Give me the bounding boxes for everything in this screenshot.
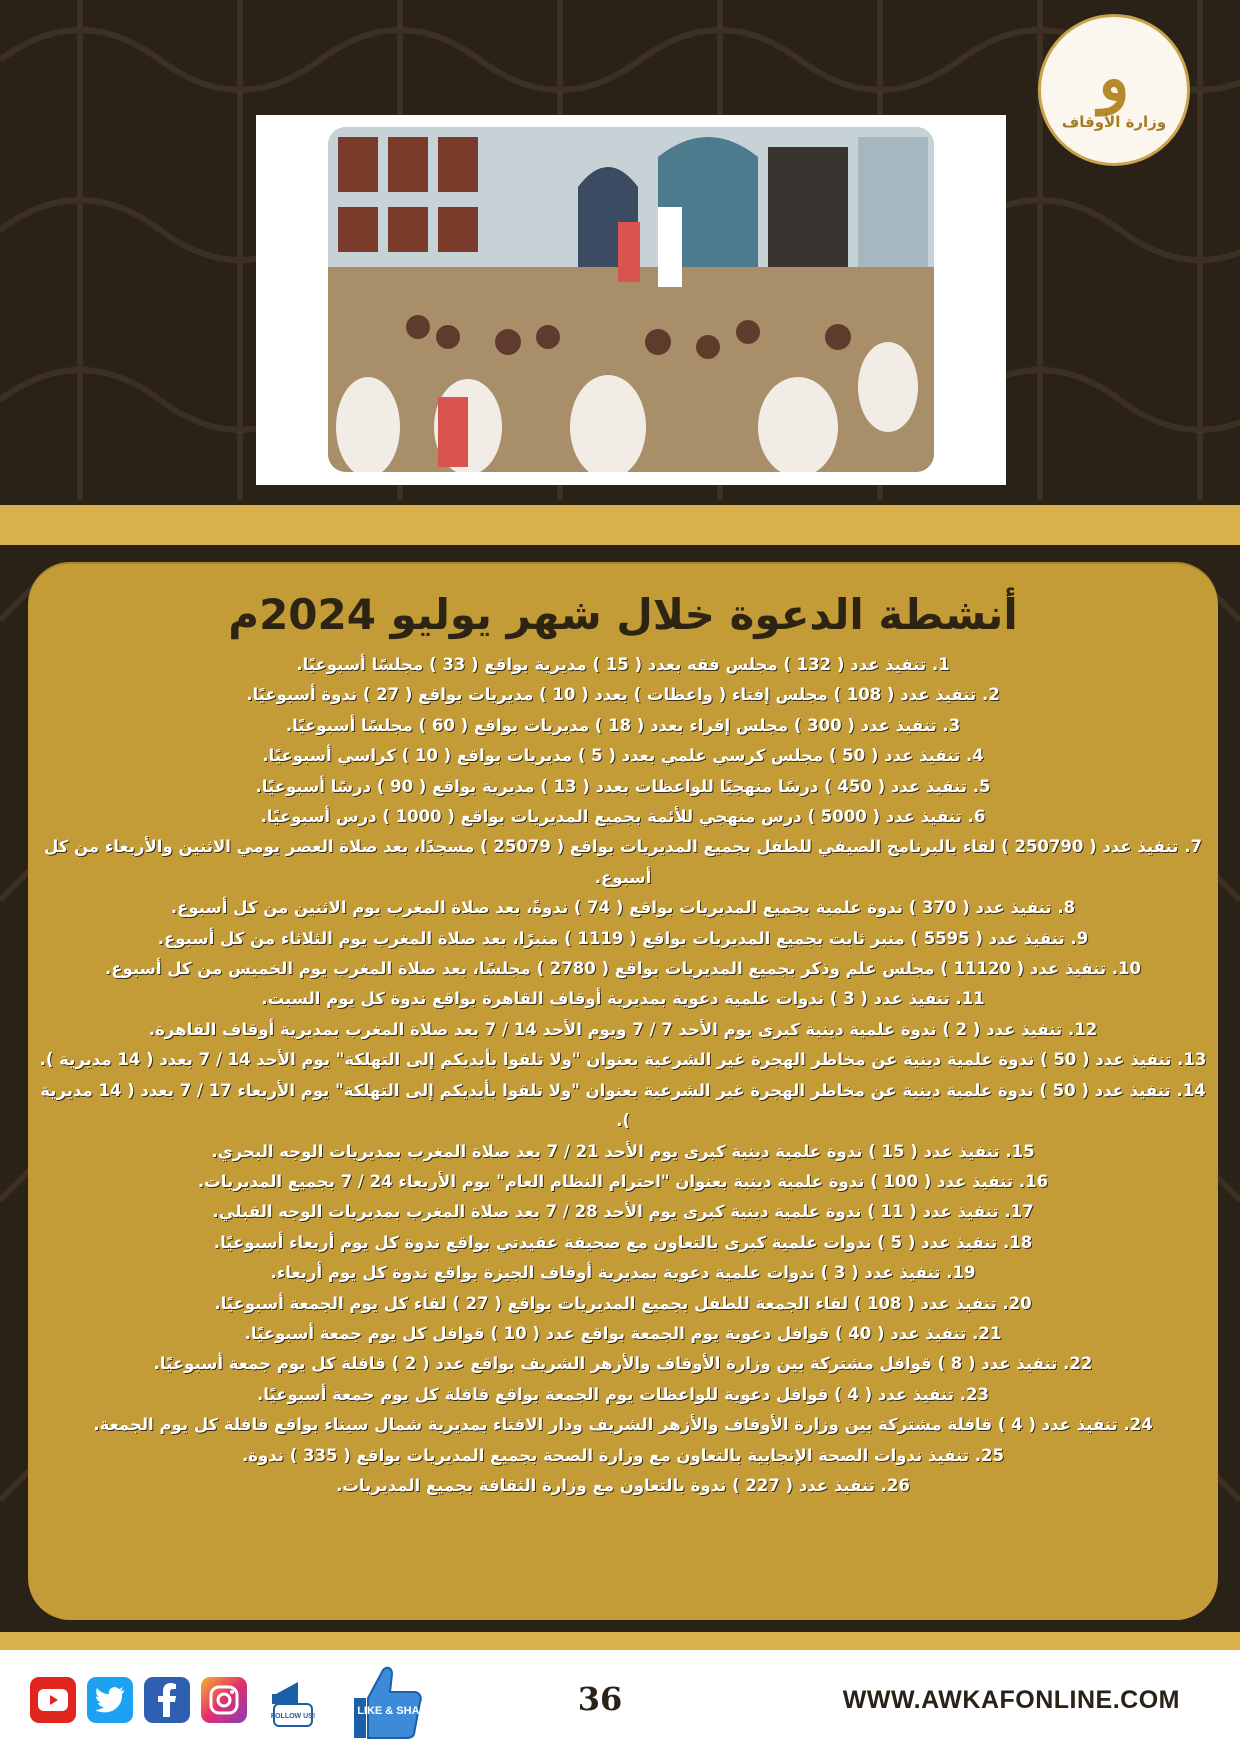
list-item: 2. تنفيذ عدد ( 108 ) مجلس إفتاء ( واعظات ) بعدد ( 10 ) مديريات بواقع ( 27 ) ندوة أسبوعيًا. <box>246 685 1000 705</box>
list-item: 3. تنفيذ عدد ( 300 ) مجلس إقراء بعدد ( 18 ) مديريات بواقع ( 60 ) مجلسًا أسبوعيًا. <box>285 715 961 735</box>
list-item: 12. تنفيذ عدد ( 2 ) ندوة علمية دينية كبرى يوم الأحد 7 / 7 ويوم الأحد 14 / 7 بعد صلاة المغرب بمديرية أوقاف القاهرة. <box>148 1019 1098 1039</box>
website-url[interactable]: WWW.AWKAFONLINE.COM <box>842 1686 1180 1714</box>
list-item: 19. تنفيذ عدد ( 3 ) ندوات علمية دعوية بمديرية أوقاف الجيزة بواقع ندوة كل يوم أربعاء. <box>270 1263 976 1283</box>
list-item: 26. تنفيذ عدد ( 227 ) ندوة بالتعاون مع وزارة الثقافة بجميع المديريات. <box>336 1475 910 1495</box>
list-item: 23. تنفيذ عدد ( 4 ) قوافل دعوية للواعظات يوم الجمعة بواقع قافلة كل يوم جمعة أسبوعيًا. <box>257 1384 989 1404</box>
bottom-gold-band <box>0 1632 1240 1650</box>
content-panel <box>28 562 1218 1620</box>
list-item: 13. تنفيذ عدد ( 50 ) ندوة علمية دينية عن مخاطر الهجرة غير الشرعية بعنوان "ولا تلقوا بأيديكم إلى التهلكة" يوم الأحد 14 / 7 بعدد ( 14 مديرية ). <box>39 1050 1207 1070</box>
list-item: 10. تنفيذ عدد ( 11120 ) مجلس علم وذكر بجميع المديريات بواقع ( 2780 ) مجلسًا، بعد صلاة المغرب يوم الخميس من كل أسبوع. <box>104 959 1142 979</box>
list-item: 6. تنفيذ عدد ( 5000 ) درس منهجي للأئمة بجميع المديريات بواقع ( 1000 ) درس أسبوعيًا. <box>260 807 986 827</box>
list-item: 4. تنفيذ عدد ( 50 ) مجلس كرسي علمي بعدد ( 5 ) مديريات بواقع ( 10 ) كراسي أسبوعيًا. <box>262 746 984 766</box>
list-item: 25. تنفيذ ندوات الصحة الإنجابية بالتعاون مع وزارة الصحة بجميع المديريات بواقع ( 335 ) ندوة. <box>241 1445 1005 1465</box>
list-item: 1. تنفيذ عدد ( 132 ) مجلس فقه بعدد ( 15 ) مديرية بواقع ( 33 ) مجلسًا أسبوعيًا. <box>296 655 950 674</box>
page-number: 36 <box>577 1680 623 1718</box>
youtube-icon[interactable] <box>30 1677 76 1723</box>
like-label: LIKE & SHARE <box>357 1705 432 1717</box>
facebook-icon[interactable] <box>144 1677 190 1723</box>
list-item: 15. تنفيذ عدد ( 15 ) ندوة علمية دينية كبرى يوم الأحد 21 / 7 بعد صلاة المغرب بمديريات الوجه البحري. <box>211 1141 1035 1161</box>
list-item: 24. تنفيذ عدد ( 4 ) قافلة مشتركة بين وزارة الأوقاف والأزهر الشريف ودار الافتاء بمديرية شمال سيناء بواقع قافلة كل يوم الجمعة. <box>93 1415 1153 1435</box>
list-item: 9. تنفيذ عدد ( 5595 ) منبر ثابت بجميع المديريات بواقع ( 1119 ) منبرًا، بعد صلاة المغرب يوم الثلاثاء من كل أسبوع. <box>157 928 1089 948</box>
list-item: 16. تنفيذ عدد ( 100 ) ندوة علمية دينية بعنوان "احترام النظام العام" يوم الأربعاء 24 / 7 بجميع المديريات. <box>197 1171 1049 1191</box>
megaphone-icon <box>270 1674 316 1730</box>
logo-text: وزارة الأوقاف <box>1061 113 1167 131</box>
list-item: 20. تنفيذ عدد ( 108 ) لقاء الجمعة للطفل بجميع المديريات بواقع ( 27 ) لقاء كل يوم الجمعة أسبوعيًا. <box>214 1293 1032 1313</box>
ministry-logo <box>1038 14 1190 166</box>
event-photo <box>328 127 934 472</box>
follow-label: FOLLOW US! <box>270 1713 316 1720</box>
photo-frame <box>256 115 1006 485</box>
list-item: 22. تنفيذ عدد ( 8 ) قوافل مشتركة بين وزارة الأوقاف والأزهر الشريف بواقع عدد ( 2 ) قافلة كل يوم جمعة أسبوعيًا. <box>153 1354 1093 1374</box>
list-item: 11. تنفيذ عدد ( 3 ) ندوات علمية دعوية بمديرية أوقاف القاهرة بواقع ندوة كل يوم السبت. <box>261 989 985 1009</box>
list-item: 8. تنفيذ عدد ( 370 ) ندوة علمية بجميع المديريات بواقع ( 74 ) ندوةً، بعد صلاة المغرب يوم الاثنين من كل أسبوع. <box>170 898 1076 918</box>
page-title: أنشطة الدعوة خلال شهر يوليو 2024م <box>228 590 1018 639</box>
list-item: 17. تنفيذ عدد ( 11 ) ندوة علمية دينية كبرى يوم الأحد 28 / 7 بعد صلاة المغرب بمديريات الوجه القبلي. <box>212 1202 1034 1222</box>
list-item: 18. تنفيذ عدد ( 5 ) ندوات علمية كبرى بالتعاون مع صحيفة عقيدتي بواقع ندوة كل يوم أربعاء أسبوعيًا. <box>213 1232 1033 1252</box>
list-item: 14. تنفيذ عدد ( 50 ) ندوة علمية دينية عن مخاطر الهجرة غير الشرعية بعنوان "ولا تلقوا بأيديكم إلى التهلكة" يوم الأربعاء 17 / 7 بعدد ( 14 مديرية ). <box>40 1080 1206 1131</box>
list-item: 21. تنفيذ عدد ( 40 ) قوافل دعوية يوم الجمعة بواقع عدد ( 10 ) قوافل كل يوم جمعة أسبوعيًا. <box>244 1323 1002 1343</box>
activities-list <box>36 650 1210 1501</box>
twitter-icon[interactable] <box>87 1677 133 1723</box>
footer <box>0 1650 1240 1755</box>
list-item: 7. تنفيذ عدد ( 250790 ) لقاء بالبرنامج الصيفي للطفل بجميع المديريات بواقع ( 25079 ) مسجدًا، بعد صلاة العصر يومي الاثنين والأربعاء من كل أسبوع. <box>44 837 1202 887</box>
list-item: 5. تنفيذ عدد ( 450 ) درسًا منهجيًا للواعظات بعدد ( 13 ) مديرية بواقع ( 90 ) درسًا أسبوعيًا. <box>255 776 991 796</box>
instagram-icon[interactable] <box>201 1677 247 1723</box>
logo-mark: و <box>1098 41 1130 116</box>
top-gold-band <box>0 505 1240 545</box>
thumbs-up-icon <box>348 1658 432 1744</box>
